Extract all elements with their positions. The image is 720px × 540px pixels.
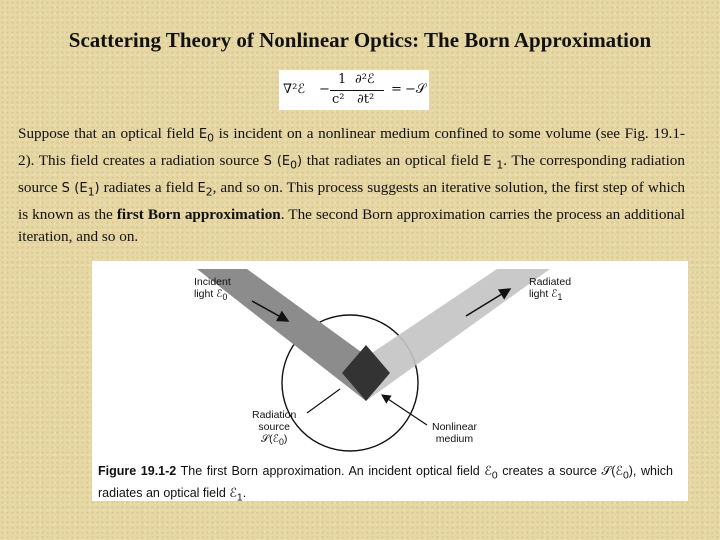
figure-caption xyxy=(98,463,673,506)
incident-light-label xyxy=(194,276,231,303)
label-text: 𝒮(ℰ xyxy=(261,433,279,445)
label-line xyxy=(252,433,296,448)
text-run: , and so on. This process suggests an iterative solution, the first step of which is known as the xyxy=(18,178,686,223)
caption-text: creates a source 𝒮(ℰ xyxy=(497,464,623,478)
wave-equation xyxy=(279,70,429,110)
radiation-source-label xyxy=(252,409,296,448)
label-line xyxy=(194,288,231,303)
text-run: . The corresponding radiation source xyxy=(18,151,685,196)
symbol: E xyxy=(197,180,206,196)
label-line: Incident xyxy=(194,276,231,288)
symbol: S (E xyxy=(61,180,88,196)
subscript: 2 xyxy=(205,185,213,199)
label-line xyxy=(529,288,571,303)
fraction-bar xyxy=(330,90,384,91)
subscript: 0 xyxy=(278,437,284,448)
label-text: ) xyxy=(283,433,288,445)
slide-title: Scattering Theory of Nonlinear Optics: The Born Approximation xyxy=(68,28,652,52)
field-e1 xyxy=(483,153,504,172)
symbol: E xyxy=(483,153,492,169)
label-line: Radiation xyxy=(252,409,297,421)
caption-text: The first Born approximation. An incident optical field ℰ xyxy=(176,464,492,478)
derivative-numerator: ∂²ℰ xyxy=(355,72,375,87)
medium-leader-line xyxy=(382,395,427,425)
subscript: 1 xyxy=(87,185,95,199)
equals-sign: = xyxy=(391,82,402,97)
subscript: 0 xyxy=(290,158,298,172)
subscript: 1 xyxy=(557,292,563,303)
born-diagram xyxy=(92,261,688,461)
label-text: light ℰ xyxy=(529,288,558,300)
figure-19-1-2 xyxy=(92,261,688,501)
subscript: 0 xyxy=(222,292,228,303)
subscript: 1 xyxy=(496,158,504,172)
subscript: 0 xyxy=(491,470,498,482)
label-line: medium xyxy=(435,433,474,445)
source-s-e0 xyxy=(263,153,303,172)
label-text: light ℰ xyxy=(194,288,223,300)
radiated-light-label xyxy=(529,276,571,303)
laplacian-term: ∇²ℰ xyxy=(283,82,306,97)
label-line: Radiated xyxy=(529,276,572,288)
caption-label: Figure 19.1-2 xyxy=(98,464,177,478)
field-e0 xyxy=(198,127,214,145)
symbol: E xyxy=(198,127,208,142)
text-run: Suppose that an optical field xyxy=(18,125,199,142)
source-term: −𝒮 xyxy=(405,82,426,97)
caption-text: ), which radiates an optical field ℰ xyxy=(98,464,673,500)
minus-sign: − xyxy=(319,82,330,97)
subscript: 0 xyxy=(207,131,214,145)
subscript: 1 xyxy=(236,492,243,503)
label-line: source xyxy=(258,421,290,433)
fraction-denominator: c² xyxy=(332,92,345,107)
text-run: radiates a field xyxy=(99,178,198,196)
fraction-numerator: 1 xyxy=(338,72,347,87)
text-run: . The second Born approximation carries the process an additional iteration, and so on. xyxy=(18,205,685,245)
text-run: that radiates an optical field xyxy=(302,151,484,169)
symbol: ) xyxy=(297,153,303,169)
subscript: 0 xyxy=(622,470,629,482)
bold-term: first Born approximation xyxy=(116,205,281,223)
symbol: ) xyxy=(94,180,100,196)
body-paragraph xyxy=(18,123,685,248)
source-s-e1 xyxy=(61,180,100,199)
derivative-denominator: ∂t² xyxy=(357,92,375,107)
text-run: is incident on a nonlinear medium confined to some volume (see Fig. 19.1-2). This field creates a radiation source xyxy=(18,125,685,169)
symbol: S (E xyxy=(263,153,291,169)
label-line: Nonlinear xyxy=(432,421,477,433)
caption-text: . xyxy=(242,485,247,500)
field-e2 xyxy=(197,180,213,199)
nonlinear-medium-label xyxy=(432,421,477,445)
source-leader-line xyxy=(307,389,340,413)
